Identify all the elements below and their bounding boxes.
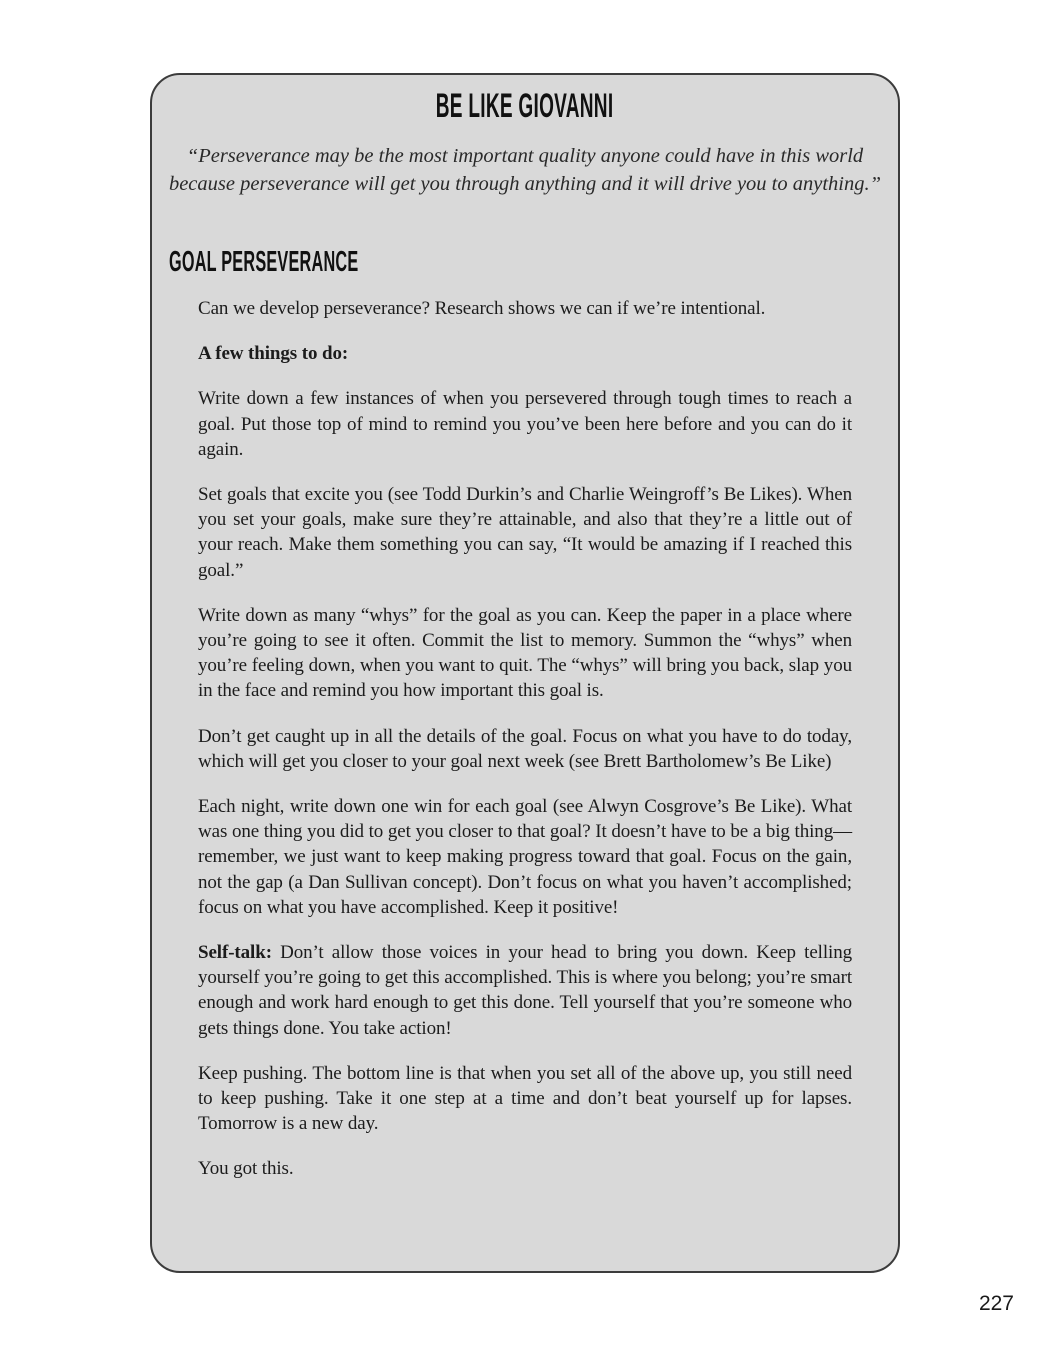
card-title: BE LIKE GIOVANNI (436, 87, 614, 125)
paragraph: Set goals that excite you (see Todd Durkin’s and Charlie Weingroff’s Be Likes). When you set your goals, make sure they’re attainable, and also that they’re a little out of your reach. Make them something you can say, “It would be amazing if I reached this goal.” (198, 484, 852, 581)
paragraph-lead: Self-talk: (198, 942, 272, 964)
epigraph-quote: “Perseverance may be the most important quality anyone could have in this world because perseverance will get you through anything and it will drive you to anything.” (168, 145, 882, 195)
paragraph: Write down as many “whys” for the goal as you can. Keep the paper in a place where you’re going to see it often. Commit the list to memory. Summon the “whys” when you’re feeling down, when you want to quit. The “whys” will bring you back, slap you in the face and remind you how important this goal is. (198, 604, 852, 702)
section-heading-row (169, 248, 852, 276)
paragraph: A few things to do: (198, 343, 349, 365)
card-title-row (198, 88, 852, 124)
page-number: 227 (978, 1292, 1014, 1315)
paragraph: Don’t get caught up in all the details of the goal. Focus on what you have to do today, which will get you closer to your goal next week (see Brett Bartholomew’s Be Like) (198, 725, 852, 772)
be-like-card (150, 73, 900, 1273)
card-content (152, 75, 898, 1182)
paragraph: Can we develop perseverance? Research shows we can if we’re intentional. (198, 298, 766, 319)
paragraph: Self-talk: Don’t allow those voices in your head to bring you down. Keep telling yourself you’re going to get this accomplished. This is where you belong; you’re smart enough and work hard enough to get this done. Tell yourself that you’re someone who gets things done. You take action! (198, 942, 852, 1039)
paragraph: Write down a few instances of when you persevered through tough times to reach a goal. Put those top of mind to remind you you’ve been here before and you can do it again. (198, 388, 852, 460)
paragraph: Each night, write down one win for each goal (see Alwyn Cosgrove’s Be Like). What was one thing you did to get you closer to that goal? It doesn’t have to be a big thing—remember, we just want to keep making progress toward that goal. Focus on the gain, not the gap (a Dan Sullivan concept). Don’t focus on what you haven’t accomplished; focus on what you have accomplished. Keep it positive! (198, 796, 852, 918)
paragraph: Keep pushing. The bottom line is that when you set all of the above up, you still need to keep pushing. Take it one step at a time and don’t beat yourself up for lapses. Tomorrow is a new day. (198, 1062, 852, 1135)
paragraph: You got this. (198, 1158, 294, 1180)
body-paragraphs (198, 296, 852, 1182)
section-heading: GOAL PERSEVERANCE (169, 246, 359, 278)
